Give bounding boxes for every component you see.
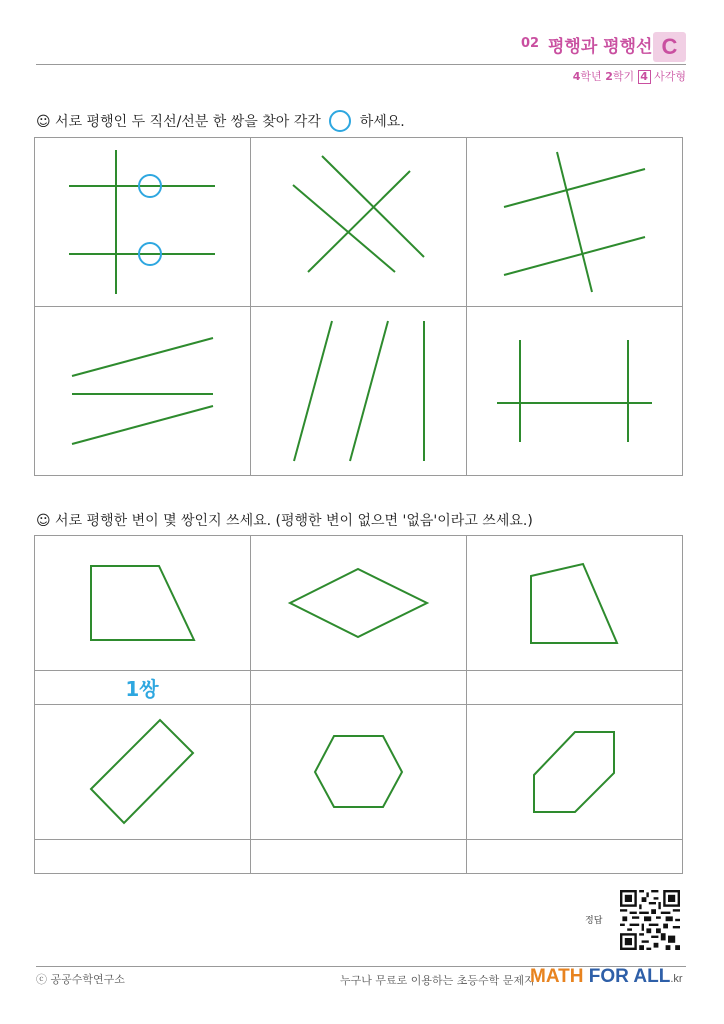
- rectangle-shape: [91, 720, 193, 823]
- grade-suffix: 학년: [580, 70, 602, 83]
- semester-suffix: 학기: [612, 70, 635, 83]
- grade-number: 4: [572, 70, 581, 83]
- answer-key-label: 정답: [585, 916, 603, 926]
- trapezoid-shape: [91, 566, 194, 640]
- section2-instruction: ☺ 서로 평행한 변이 몇 쌍인지 쓰세요. (평행한 변이 없으면 '없음'이라고 쓰세요.): [36, 513, 533, 529]
- hexagon-shape: [315, 736, 402, 807]
- chapter-title: 사각형: [654, 70, 686, 83]
- brand-logo: [530, 966, 683, 988]
- chapter-number: 4: [638, 70, 651, 84]
- brand-math: MATH: [530, 966, 584, 987]
- level-badge: C: [653, 32, 686, 62]
- brand-for-all: FOR ALL: [583, 966, 671, 987]
- rhombus-shape: [290, 569, 427, 637]
- brand-tld: .kr: [670, 973, 683, 985]
- hexagon-shape: [534, 732, 614, 812]
- unit-number: 02: [521, 36, 540, 51]
- qr-code-icon[interactable]: [620, 890, 680, 950]
- unit-title: 평행과 평행선: [548, 37, 653, 57]
- section1-instruction-text: ☺ 서로 평행인 두 직선/선분 한 쌍을 찾아 각각: [36, 114, 321, 130]
- semester-number: 2: [605, 70, 613, 83]
- footer-tagline: 누구나 무료로 이용하는 초등수학 문제지: [340, 974, 535, 987]
- section1-instruction-end: 하세요.: [359, 114, 405, 130]
- quadrilateral-shape: [531, 564, 617, 643]
- copyright-text: ⓒ 공공수학연구소: [36, 973, 125, 986]
- example-answer: 1쌍: [125, 677, 159, 701]
